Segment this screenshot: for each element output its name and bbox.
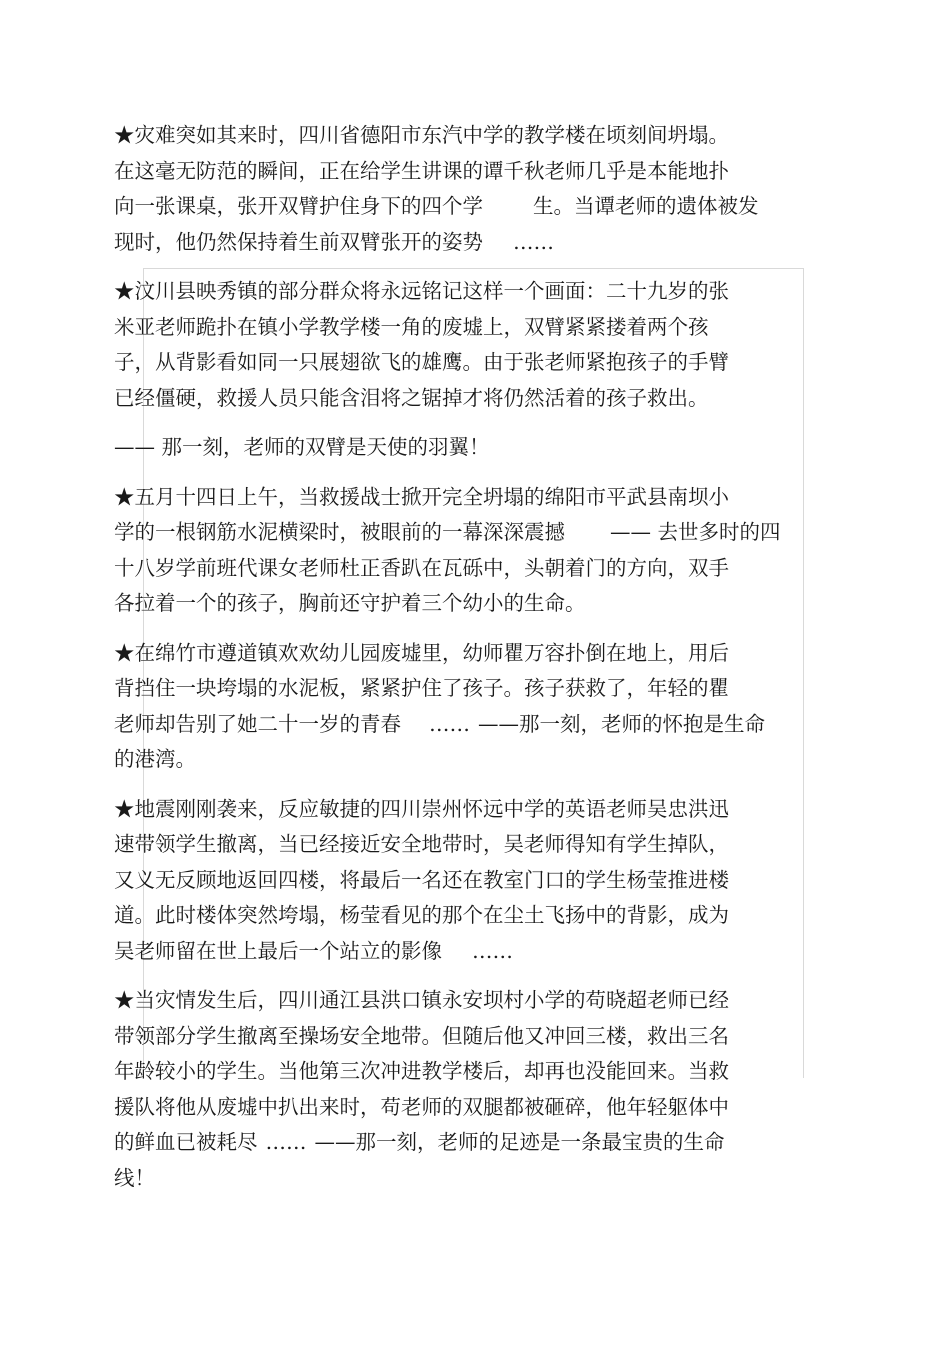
paragraph-zhang-miya (114, 274, 834, 416)
text-line: —— 那一刻，老师的双臂是天使的羽翼！ (114, 435, 490, 459)
paragraph-tan-qianqiu (114, 118, 834, 260)
text-line: 米亚老师跪扑在镇小学教学楼一角的废墟上，双臂紧紧搂着两个孩 (114, 314, 709, 339)
document-body (114, 118, 834, 1210)
text-line: 年龄较小的学生。当他第三次冲进教学楼后，却再也没能回来。当救 (114, 1059, 729, 1083)
text-line (114, 934, 834, 970)
ellipsis: …… (265, 1130, 307, 1154)
paragraph-gou-xiaochao (114, 983, 834, 1196)
paragraph-qu-wanrong (114, 636, 834, 778)
text-line: 的港湾。 (114, 747, 196, 771)
text-line (114, 707, 834, 743)
text-segment: ——那一刻，老师的怀抱是生命 (478, 711, 765, 736)
text-segment: 生。当谭老师的遗体被发 (533, 194, 759, 218)
text-line: 线！ (114, 1165, 155, 1190)
paragraph-angel-wings (114, 430, 834, 466)
text-line: 背挡住一块垮塌的水泥板，紧紧护住了孩子。孩子获救了，年轻的瞿 (114, 676, 729, 700)
text-line: 速带领学生撤离，当已经接近安全地带时，吴老师得知有学生掉队， (114, 832, 729, 856)
text-line: 带领部分学生撤离至操场安全地带。但随后他又冲回三楼，救出三名 (114, 1023, 729, 1048)
text-segment: —— 去世多时的四 (610, 520, 781, 544)
text-line: 援队将他从废墟中扒出来时，苟老师的双腿都被砸碎，他年轻躯体中 (114, 1094, 729, 1119)
ellipsis: …… (513, 229, 554, 254)
text-line: ★灾难突如其来时，四川省德阳市东汽中学的教学楼在顷刻间坍塌。 (114, 123, 729, 147)
text-segment: 现时，他仍然保持着生前双臂张开的姿势 (114, 229, 483, 254)
text-segment: 老师却告别了她二十一岁的青春 (114, 711, 401, 736)
text-segment: 的鲜血已被耗尽 (114, 1130, 258, 1154)
text-line (114, 1125, 834, 1161)
text-line: ★当灾情发生后，四川通江县洪口镇永安坝村小学的苟晓超老师已经 (114, 988, 729, 1012)
text-line: ★五月十四日上午，当救援战士掀开完全坍塌的绵阳市平武县南坝小 (114, 484, 729, 509)
text-line: 十八岁学前班代课女老师杜正香趴在瓦砾中，头朝着门的方向，双手 (114, 555, 729, 580)
text-line: 各拉着一个的孩子，胸前还守护着三个幼小的生命。 (114, 591, 586, 615)
text-line: 道。此时楼体突然垮塌，杨莹看见的那个在尘土飞扬中的背影，成为 (114, 903, 729, 927)
text-line (114, 189, 834, 225)
text-line: 又义无反顾地返回四楼，将最后一名还在教室门口的学生杨莹推进楼 (114, 867, 729, 892)
text-segment: 向一张课桌，张开双臂护住身下的四个学 (114, 194, 483, 218)
text-line: 子，从背影看如同一只展翅欲飞的雄鹰。由于张老师紧抱孩子的手臂 (114, 350, 729, 374)
text-segment: 吴老师留在世上最后一个站立的影像 (114, 938, 442, 963)
text-line: ★地震刚刚袭来，反应敏捷的四川崇州怀远中学的英语老师吴忠洪迅 (114, 796, 729, 821)
text-line: 在这毫无防范的瞬间，正在给学生讲课的谭千秋老师几乎是本能地扑 (114, 158, 729, 183)
text-segment: ——那一刻，老师的足迹是一条最宝贵的生命 (314, 1130, 725, 1154)
text-segment: 学的一根钢筋水泥横梁时，被眼前的一幕深深震撼 (114, 520, 565, 544)
paragraph-wu-zhonghong (114, 792, 834, 970)
text-line: 已经僵硬，救援人员只能含泪将之锯掉才将仍然活着的孩子救出。 (114, 385, 709, 410)
text-line: ★在绵竹市遵道镇欢欢幼儿园废墟里，幼师瞿万容扑倒在地上，用后 (114, 640, 729, 665)
paragraph-du-zhengxiang (114, 480, 834, 622)
ellipsis: …… (429, 711, 470, 736)
ellipsis: …… (472, 938, 513, 963)
text-line (114, 225, 834, 261)
text-line: ★汶川县映秀镇的部分群众将永远铭记这样一个画面：二十九岁的张 (114, 279, 729, 303)
text-line (114, 515, 834, 551)
